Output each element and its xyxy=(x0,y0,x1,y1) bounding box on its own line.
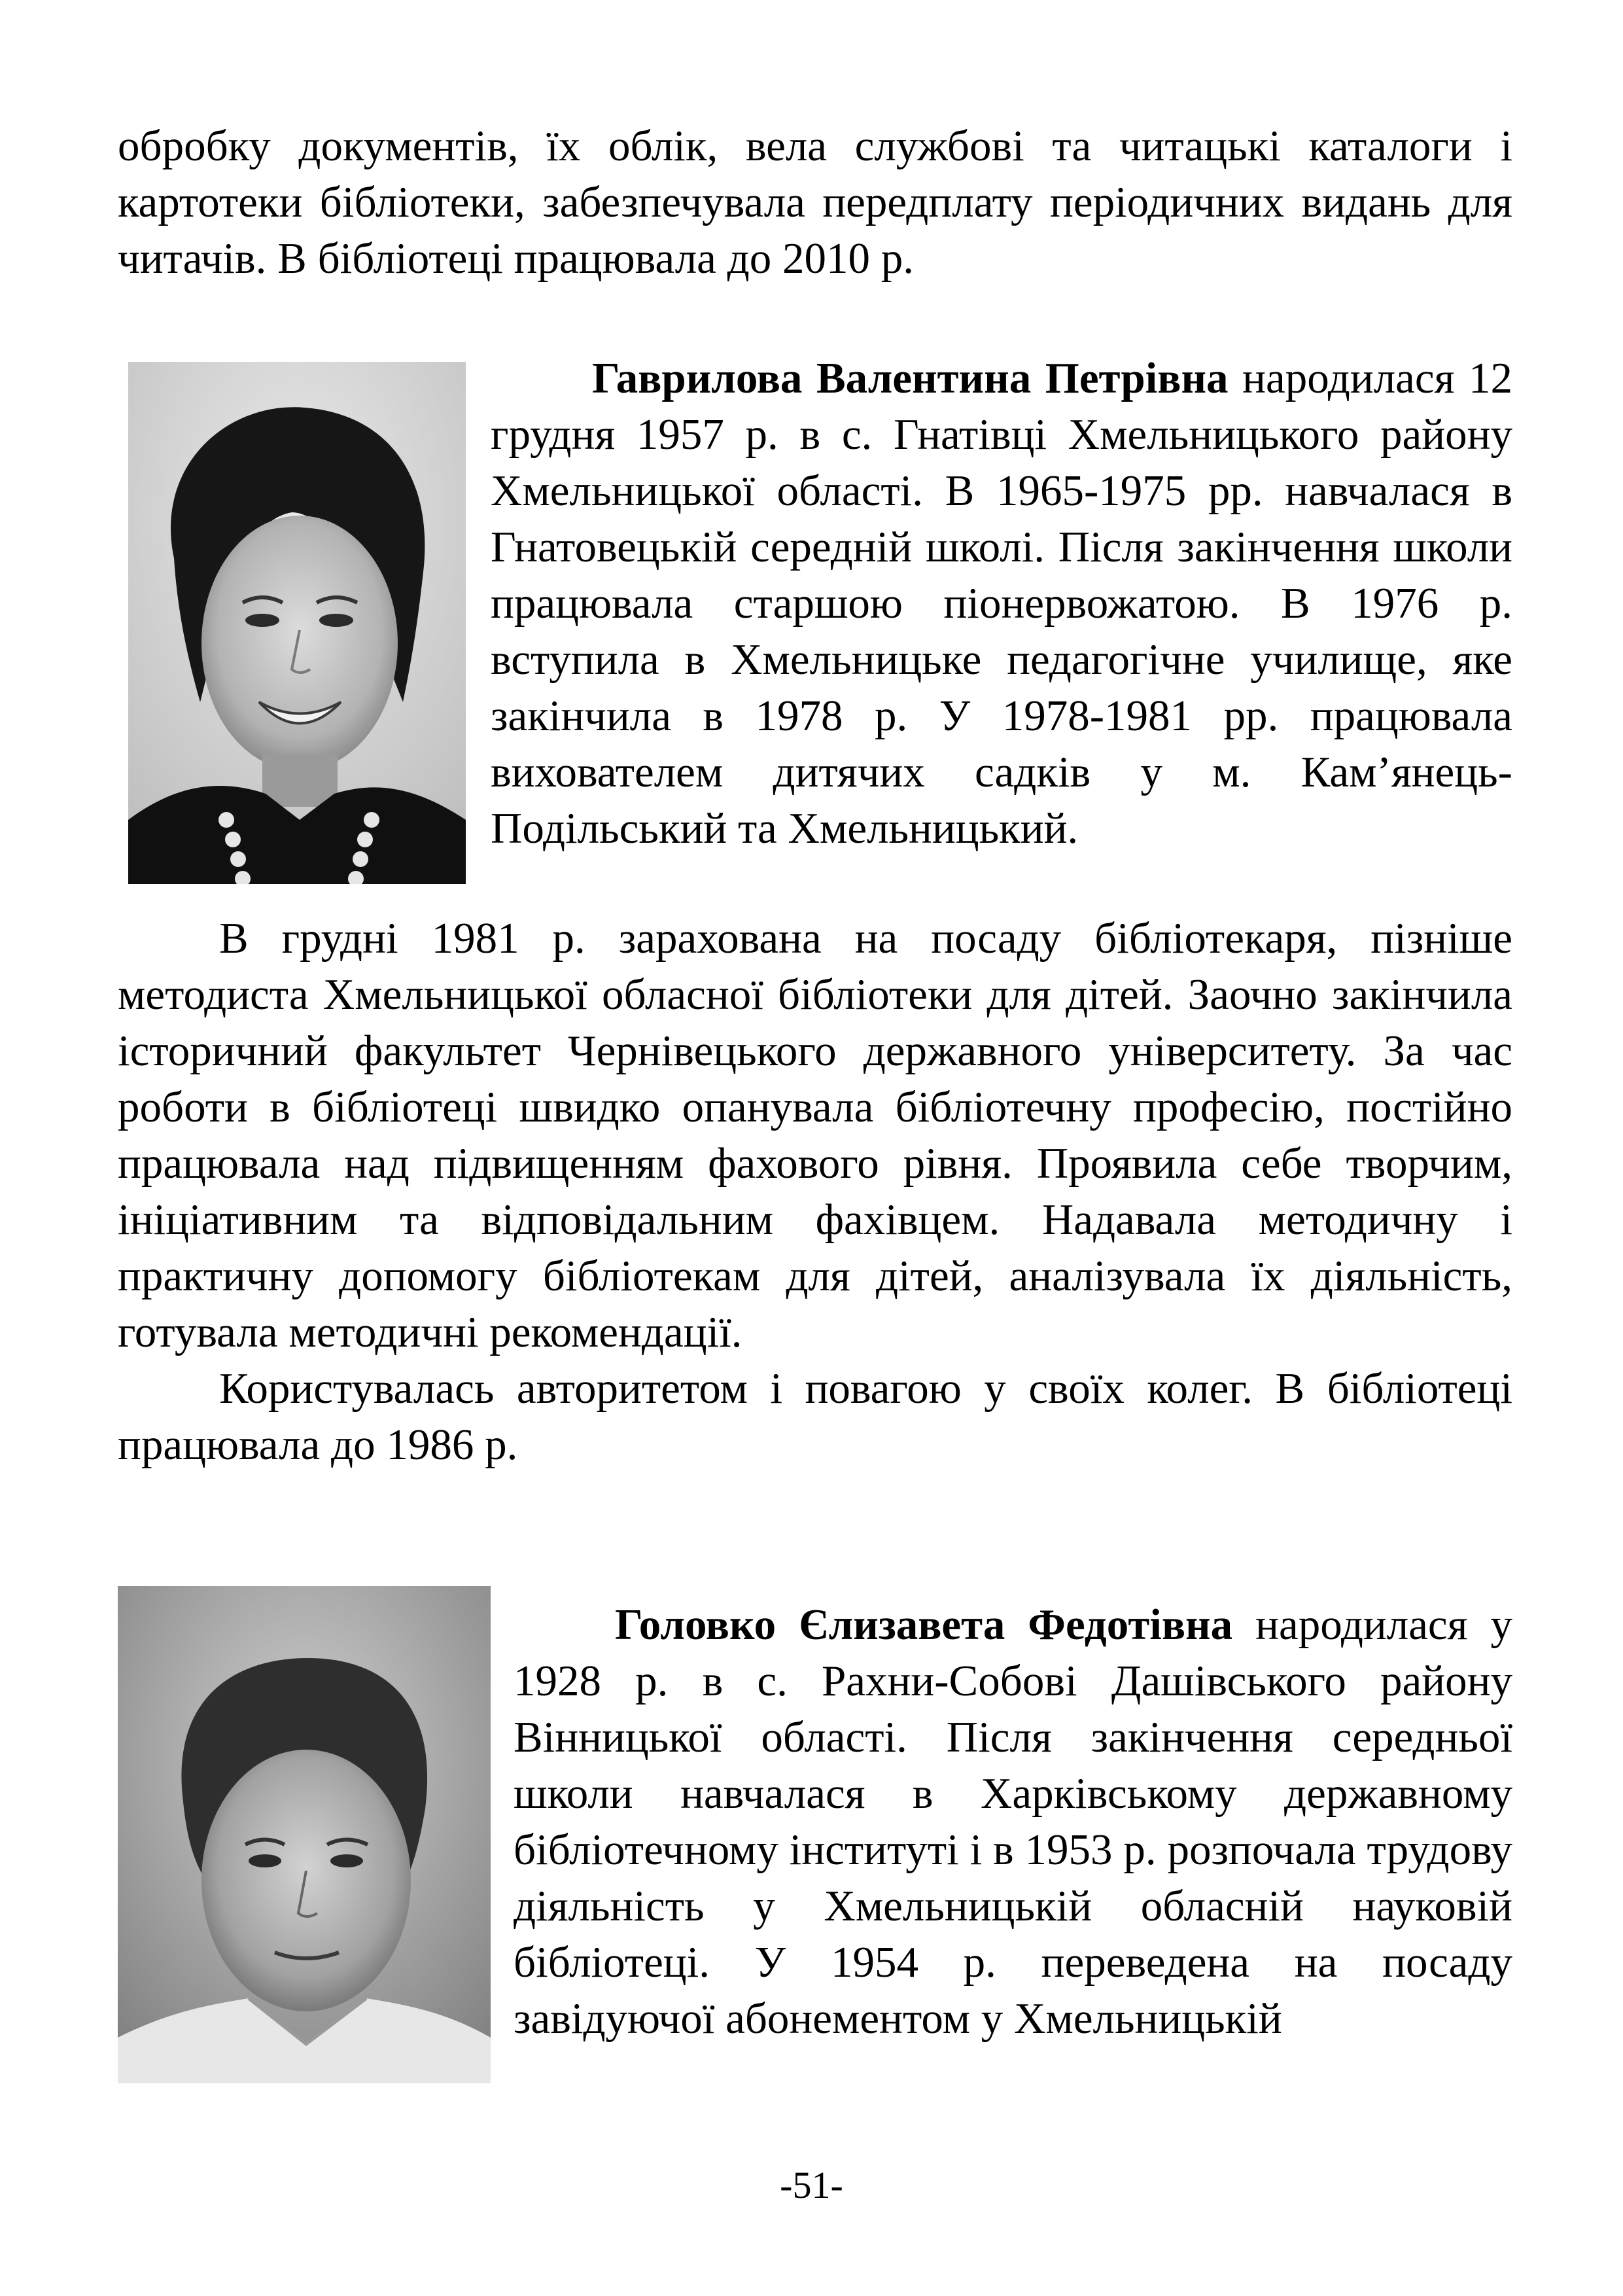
bio-gavrylova-body xyxy=(118,910,1512,1473)
portrait-photo-golovko xyxy=(118,1586,491,2083)
bio-golovko-paragraph xyxy=(514,1597,1512,2047)
bio-gavrylova-side xyxy=(491,350,1512,857)
bio-gavrylova-paragraph-3: Користувалась авторитетом і повагою у своїх колег. В бібліотеці працювала до 1986 р. xyxy=(118,1364,1512,1469)
person-name-gavrylova: Гаврилова Валентина Петрівна xyxy=(592,354,1229,402)
page-number: -51- xyxy=(780,2164,843,2206)
bio-gavrylova-paragraph-2: В грудні 1981 р. зарахована на посаду бібліотекаря, пізніше методиста Хмельницької обласної бібліотеки для дітей. Заочно закінчила історичний факультет Чернівецького державного університету. За час роботи в бібліотеці швидко опанувала бібліотечну професію, постійно працювала над підвищенням фахового рівня. Проявила себе творчим, ініціативним та відповідальним фахівцем. Надавала методичну і практичну допомогу бібліотекам для дітей, аналізувала їх діяльність, готувала методичні рекомендації. xyxy=(118,914,1512,1356)
bio-gavrylova-paragraph xyxy=(491,350,1512,857)
portrait-image xyxy=(128,362,466,884)
portrait-image xyxy=(118,1586,491,2083)
bio-golovko-side xyxy=(514,1597,1512,2047)
bio-gavrylova-text: народилася 12 грудня 1957 р. в с. Гнатівці Хмельницького району Хмельницької області. В 1965-1975 рр. навчалася в Гнатовецькій середній школі. Після закінчення школи працювала старшою піонервожатою. В 1976 р. вступила в Хмельницьке педагогічне училище, яке закінчила в 1978 р. У 1978-1981 рр. працювала вихователем дитячих садків у м. Кам’янець-Подільський та Хмельницький. xyxy=(491,354,1512,853)
bio-golovko-text: народилася у 1928 р. в с. Рахни-Собові Дашівського району Вінницької області. Після закінчення середньої школи навчалася в Харківському державному бібліотечному інституті і в 1953 р. розпочала трудову діяльність у Хмельницькій обласній науковій бібліотеці. У 1954 р. переведена на посаду завідуючої абонементом у Хмельницькій xyxy=(514,1600,1513,2043)
intro-block xyxy=(118,118,1512,287)
portrait-photo-gavrylova xyxy=(128,362,466,884)
intro-paragraph: обробку документів, їх облік, вела службові та читацькі каталоги і картотеки бібліотеки, забезпечувала передплату періодичних видань для читачів. В бібліотеці працювала до 2010 р. xyxy=(118,122,1512,283)
person-name-golovko: Головко Єлизавета Федотівна xyxy=(615,1600,1233,1649)
